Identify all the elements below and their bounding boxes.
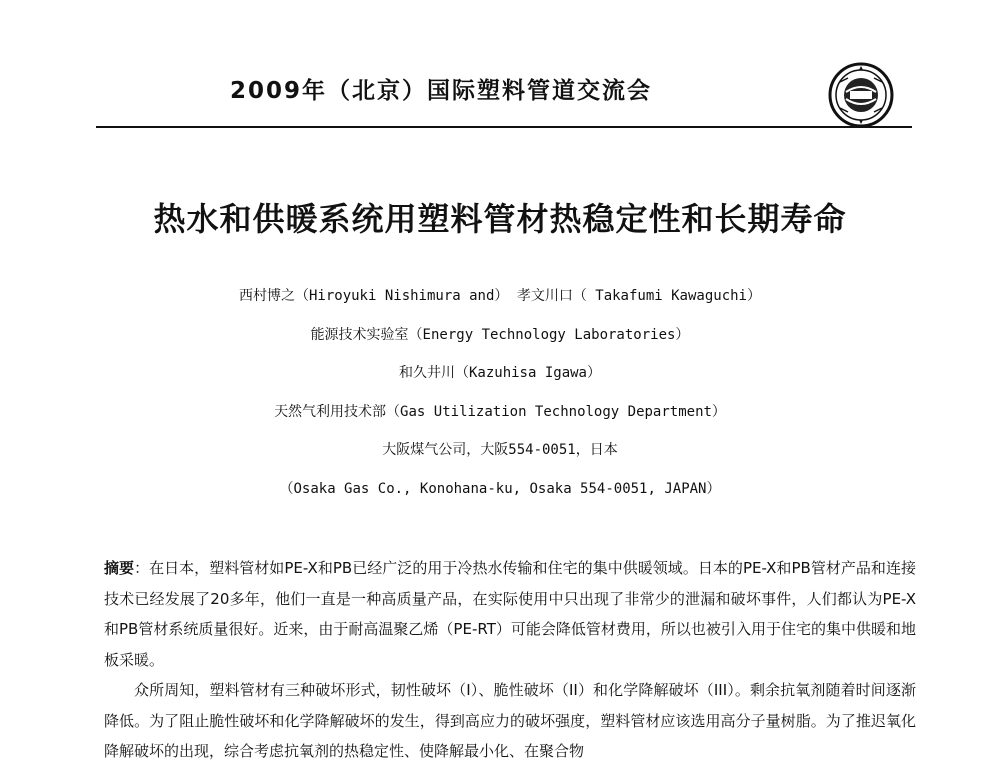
- company-address-cn: 大阪煤气公司，大阪554-0051，日本: [382, 442, 618, 458]
- conference-logo-seal: [828, 62, 894, 128]
- author-names-line: 西村博之（Hiroyuki Nishimura and） 孝文川口（ Takafumi Kawaguchi）: [238, 288, 761, 304]
- abstract-label: 摘要: [104, 559, 135, 577]
- affiliation-line-1: 能源技术实验室（Energy Technology Laboratories）: [310, 326, 690, 343]
- company-address-en: （Osaka Gas Co., Konohana-ku, Osaka 554-0051, JAPAN）: [279, 480, 721, 497]
- affiliation-line-2: 天然气利用技术部（Gas Utilization Technology Department）: [274, 403, 726, 420]
- running-header: [0, 0, 1000, 130]
- abstract-section: [104, 553, 916, 760]
- author-name-line-2: 和久井川（Kazuhisa Igawa）: [398, 365, 601, 381]
- paper-title: 热水和供暖系统用塑料管材热稳定性和长期寿命: [153, 200, 847, 238]
- abstract-paragraph: [104, 553, 916, 675]
- abstract-text: ：在日本，塑料管材如PE-X和PB已经广泛的用于冷热水传输和住宅的集中供暖领域。日本的PE-X和PB管材产品和连接技术已经发展了20多年，他们一直是一种高质量产品，在实际使用中只出现了非常少的泄漏和破坏事件，人们都认为PE-X和PB管材系统质量很好。近来，由于耐高温聚乙烯（PE-RT）可能会降低管材费用，所以也被引入用于住宅的集中供暖和地板采暖。: [104, 559, 916, 669]
- header-rule: [96, 126, 912, 128]
- body-paragraph: 众所周知，塑料管材有三种破坏形式，韧性破坏（I）、脆性破坏（II）和化学降解破坏（III）。剩余抗氧剂随着时间逐渐降低。为了阻止脆性破坏和化学降解破坏的发生，得到高应力的破坏强度，塑料管材应该选用高分子量树脂。为了推迟氧化降解破坏的出现，综合考虑抗氧剂的热稳定性、使降解最小化、在聚合物: [104, 681, 916, 760]
- author-block: [0, 281, 1000, 512]
- conference-title: 2009年（北京）国际塑料管道交流会: [230, 78, 653, 104]
